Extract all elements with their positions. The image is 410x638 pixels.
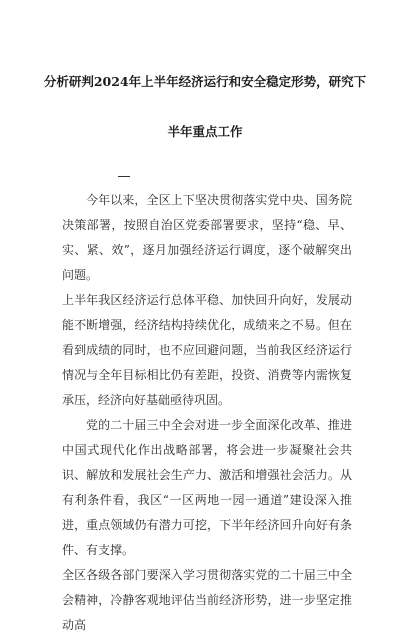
document-title-line-2: 半年重点工作 (167, 124, 243, 139)
document-title-line-1: 分析研判2024年上半年经济运行和安全稳定形势，研究下 (43, 74, 367, 89)
paragraph-2: 上半年我区经济运行总体平稳、加快回升向好，发展动能不断增强，经济结构持续优化，成绩来之不易。但在看到成绩的同时，也不应回避问题，当前我区经济运行情况与全年目标相比仍有差距，投资、消费等内需恢复承压，经济向好基础亟待巩固。 (62, 293, 352, 407)
paragraph-3: 党的二十届三中全会对进一步全面深化改革、推进中国式现代化作出战略部署，将会进一步凝聚社会共识、解放和发展社会生产力、激活和增强社会活力。从有利条件看，我区“一区两地一园一通道”建设深入推进，重点领域仍有潜力可挖，下半年经济回升向好有条件、有支撑。 (62, 418, 352, 557)
paragraph-1: 今年以来，全区上下坚决贯彻落实党中央、国务院决策部署，按照自治区党委部署要求，坚持“稳、早、实、紧、效”，逐月加强经济运行调度，逐个破解突出问题。 (62, 193, 352, 282)
document-body (62, 188, 352, 638)
section-marker (118, 176, 130, 177)
paragraph-4: 全区各级各部门要深入学习贯彻落实党的二十届三中全会精神，冷静客观地评估当前经济形势，进一步坚定推动高 (62, 568, 352, 632)
